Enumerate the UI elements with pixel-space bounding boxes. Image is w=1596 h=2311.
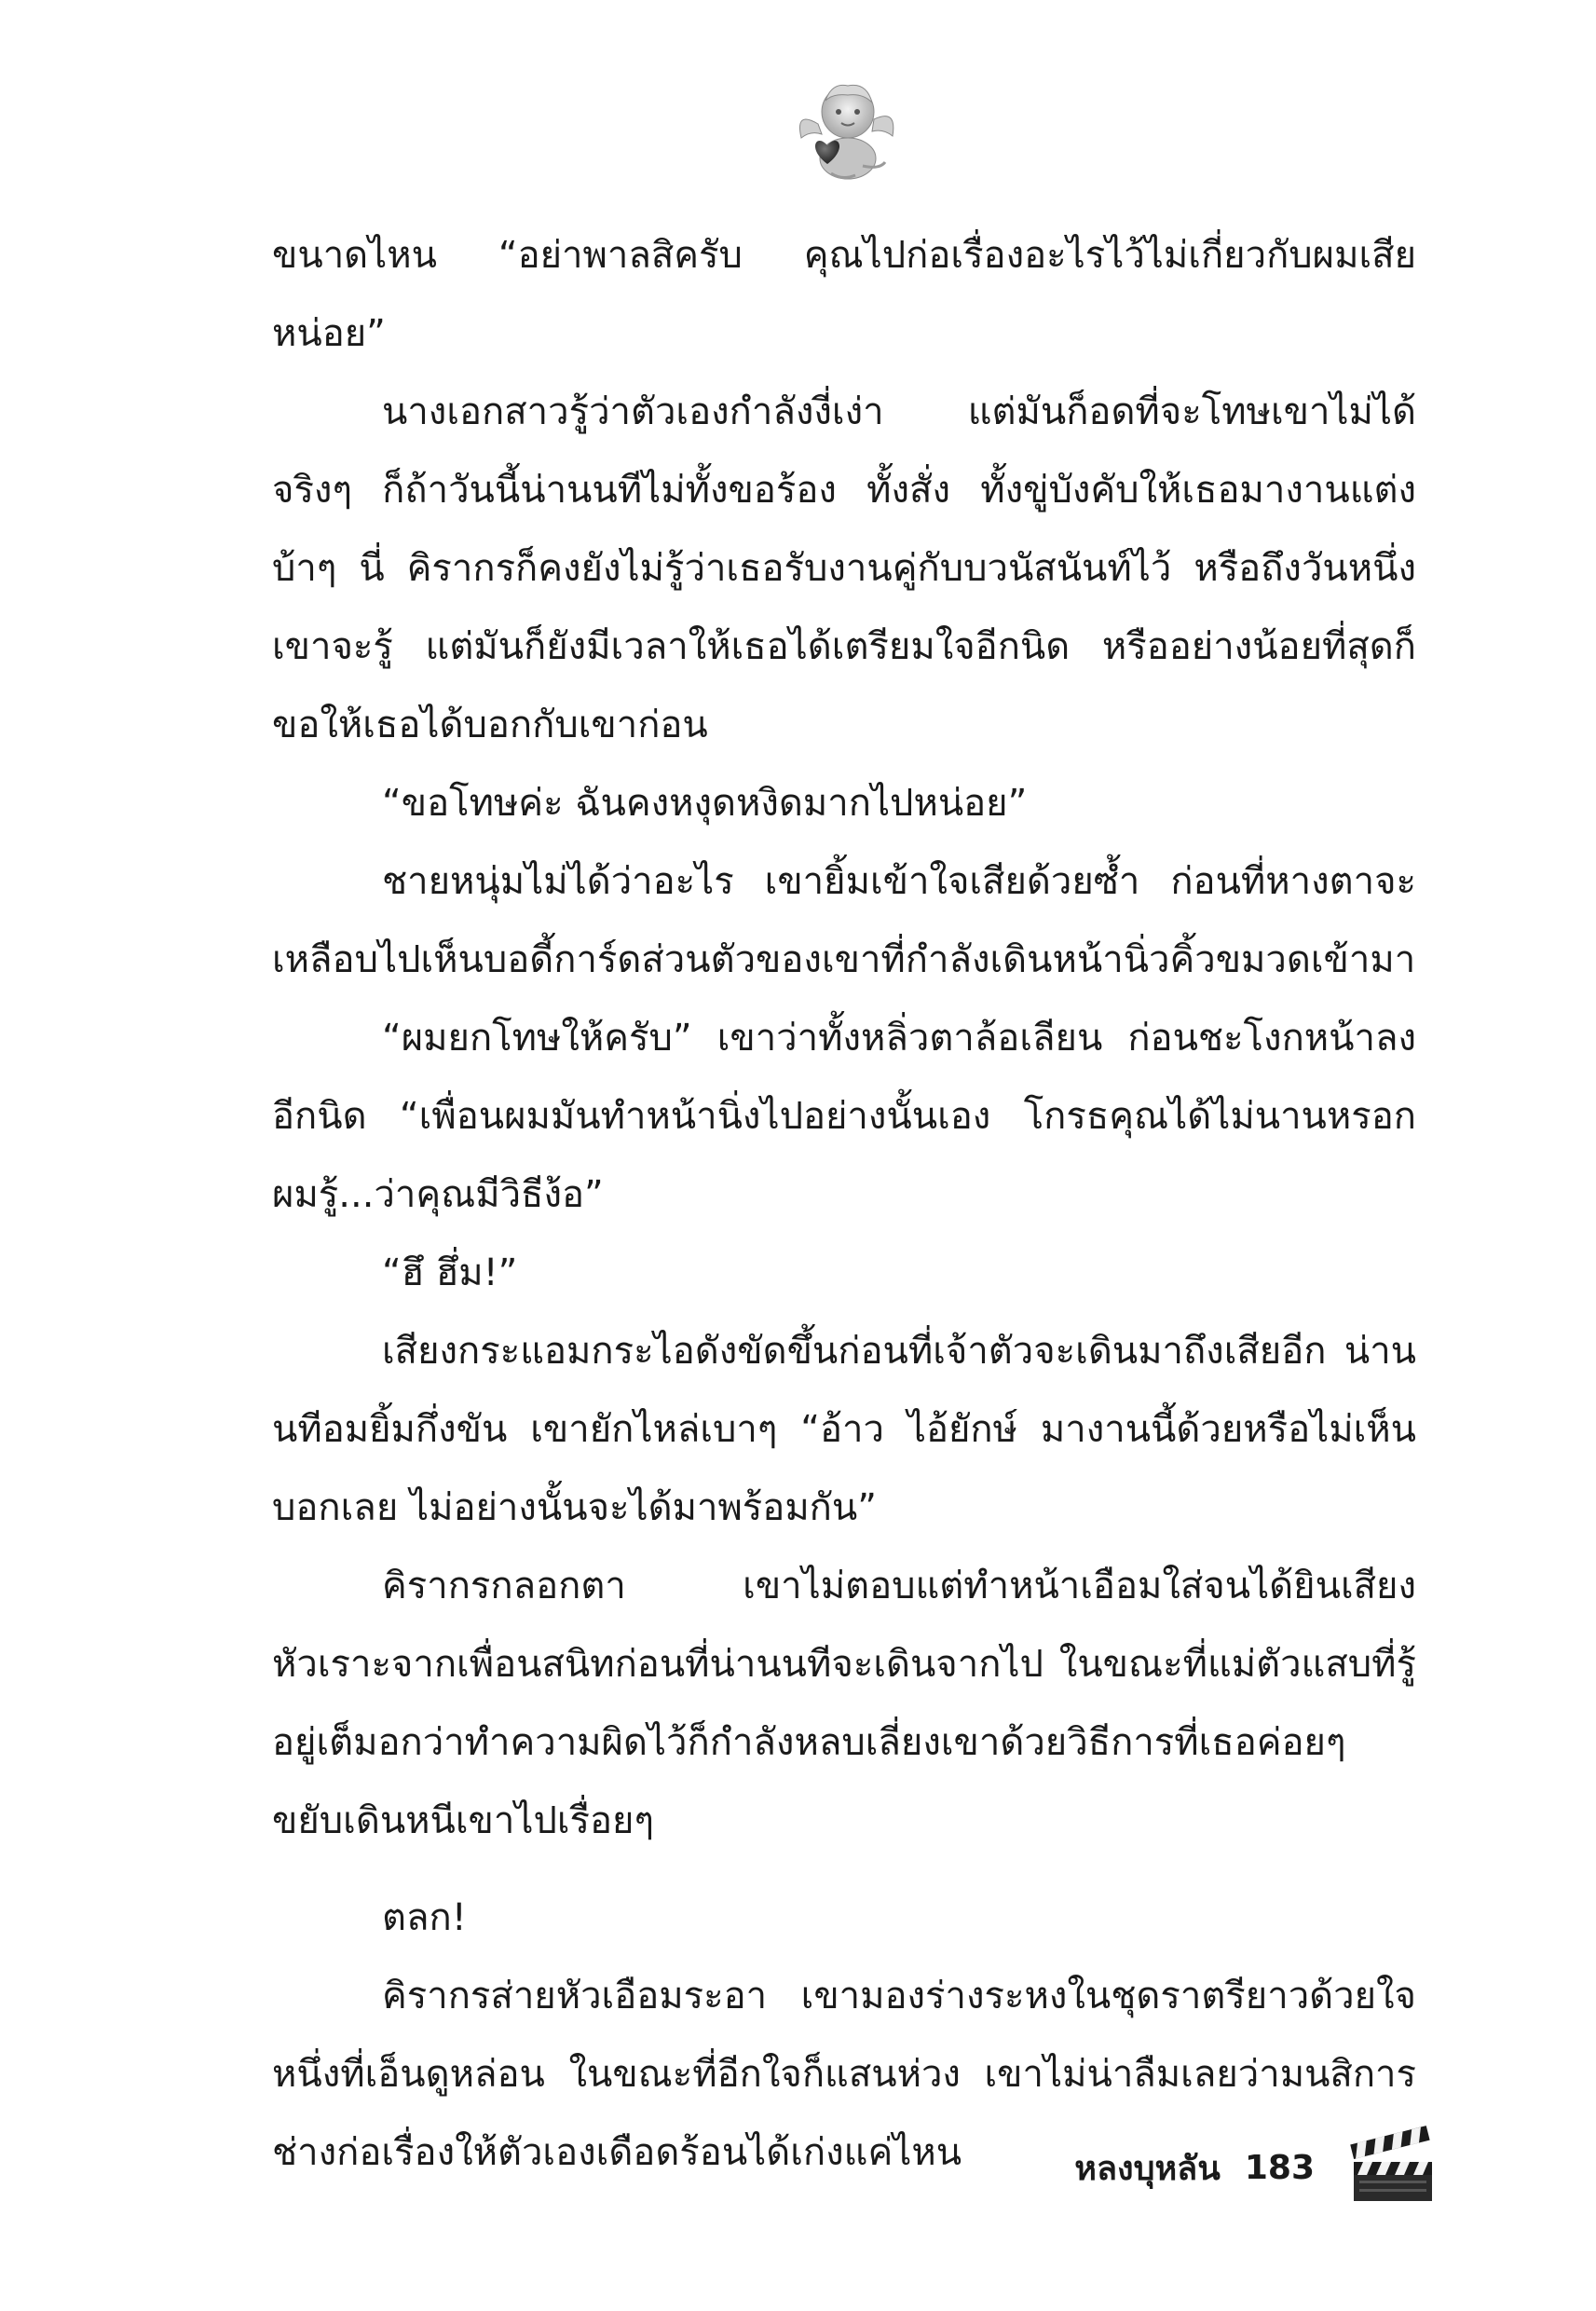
paragraph: “ขอโทษค่ะ ฉันคงหงุดหงิดมากไปหน่อย” xyxy=(382,782,1028,825)
cherub-heart-icon xyxy=(790,73,902,185)
paragraph: เสียงกระแอมกระไอดังขัดขึ้นก่อนที่เจ้าตัวจะเดินมาถึงเสียอีก น่านนทีอมยิ้มกึ่งขัน เขายักไหล่เบาๆ “อ้าว ไอ้ยักษ์ มางานนี้ด้วยหรือไม่เห็นบอกเลย ไม่อย่างนั้นจะได้มาพร้อมกัน” xyxy=(272,1330,1416,1529)
paragraph: คิรากรกลอกตา เขาไม่ตอบแต่ทำหน้าเอือมใส่จนได้ยินเสียงหัวเราะจากเพื่อนสนิทก่อนที่น่านนทีจะเดินจากไป ในขณะที่แม่ตัวแสบที่รู้อยู่เต็มอกว่าทำความผิดไว้ก็กำลังหลบเลี่ยงเขาด้วยวิธีการที่เธอค่อยๆ ขยับเดินหนีเขาไปเรื่อยๆ xyxy=(272,1565,1416,1842)
page-number: 183 xyxy=(1244,2148,1315,2187)
paragraph: “ผมยกโทษให้ครับ” เขาว่าทั้งหลิ่วตาล้อเลียน ก่อนชะโงกหน้าลงอีกนิด “เพื่อนผมมันทำหน้านิ่งไปอย่างนั้นเอง โกรธคุณได้ไม่นานหรอก ผมรู้...ว่าคุณมีวิธีง้อ” xyxy=(272,1017,1416,1216)
paragraph: ชายหนุ่มไม่ได้ว่าอะไร เขายิ้มเข้าใจเสียด้วยซ้ำ ก่อนที่หางตาจะเหลือบไปเห็นบอดี้การ์ดส่วนตัวของเขาที่กำลังเดินหน้านิ่วคิ้วขมวดเข้ามา xyxy=(272,860,1416,981)
page-footer xyxy=(1074,2130,1438,2205)
paragraph: ขนาดไหน “อย่าพาลสิครับ คุณไปก่อเรื่องอะไรไว้ไม่เกี่ยวกับผมเสียหน่อย” xyxy=(272,234,1416,355)
film-clapperboard-icon xyxy=(1348,2130,1438,2205)
paragraph: ตลก! xyxy=(382,1896,467,1939)
paragraph: นางเอกสาวรู้ว่าตัวเองกำลังงี่เง่า แต่มันก็อดที่จะโทษเขาไม่ได้จริงๆ ก็ถ้าวันนี้น่านนทีไม่ทั้งขอร้อง ทั้งสั่ง ทั้งขู่บังคับให้เธอมางานแต่งบ้าๆ นี่ คิรากรก็คงยังไม่รู้ว่าเธอรับงานคู่กับบวนัสนันท์ไว้ หรือถึงวันหนึ่งเขาจะรู้ แต่มันก็ยังมีเวลาให้เธอได้เตรียมใจอีกนิด หรืออย่างน้อยที่สุดก็ขอให้เธอได้บอกกับเขาก่อน xyxy=(272,390,1416,746)
paragraph: คิรากรส่ายหัวเอือมระอา เขามองร่างระหงในชุดราตรียาวด้วยใจหนึ่งที่เอ็นดูหล่อน ในขณะที่อีกใจก็แสนห่วง เขาไม่น่าลืมเลยว่ามนสิการช่างก่อเรื่องให้ตัวเองเดือดร้อนได้เก่งแค่ไหน xyxy=(272,1975,1416,2174)
book-title: หลงบุหลัน xyxy=(1074,2149,1221,2188)
paragraph: “ฮึ ฮึ่ม!” xyxy=(382,1251,518,1294)
